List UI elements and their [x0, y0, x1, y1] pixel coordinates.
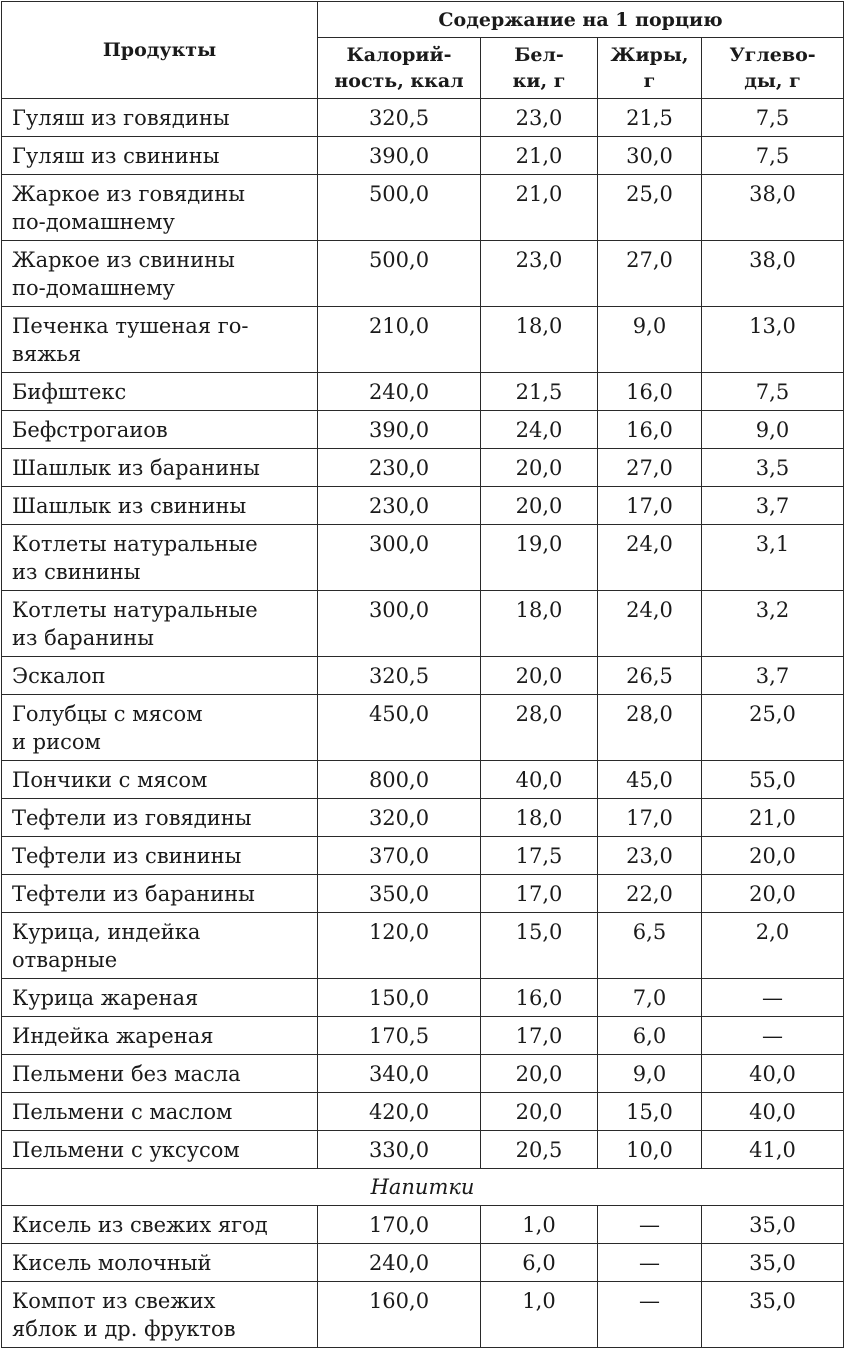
- calories-cell: 240,0: [318, 373, 481, 411]
- product-name-cell: [2, 1131, 318, 1169]
- table-row: [2, 1206, 844, 1244]
- product-name-line: Бифштекс: [12, 380, 127, 404]
- carbs-cell: 2,0: [702, 913, 844, 979]
- table-header: [2, 2, 844, 99]
- carbs-cell: 35,0: [702, 1244, 844, 1282]
- carbs-cell: 38,0: [702, 175, 844, 241]
- carbs-cell: —: [702, 979, 844, 1017]
- protein-cell: 17,0: [481, 875, 598, 913]
- calories-cell: 210,0: [318, 307, 481, 373]
- fat-cell: 30,0: [598, 137, 702, 175]
- product-name-line: по-домашнему: [12, 276, 175, 300]
- header-calories-line-1: Калорий-: [346, 44, 452, 66]
- product-name-cell: [2, 695, 318, 761]
- fat-cell: —: [598, 1244, 702, 1282]
- table-row: [2, 657, 844, 695]
- product-name-cell: [2, 137, 318, 175]
- table-row: [2, 695, 844, 761]
- protein-cell: 20,0: [481, 1055, 598, 1093]
- carbs-cell: —: [702, 1017, 844, 1055]
- protein-cell: 1,0: [481, 1282, 598, 1348]
- product-name-cell: [2, 1055, 318, 1093]
- table-row: [2, 449, 844, 487]
- protein-cell: 23,0: [481, 99, 598, 137]
- product-name-line: Тефтели из баранины: [12, 882, 255, 906]
- product-name-cell: [2, 449, 318, 487]
- table-row: [2, 761, 844, 799]
- protein-cell: 23,0: [481, 241, 598, 307]
- product-name-cell: [2, 1244, 318, 1282]
- product-name-cell: [2, 411, 318, 449]
- product-name-line: Пончики с мясом: [12, 768, 208, 792]
- carbs-cell: 7,5: [702, 373, 844, 411]
- carbs-cell: 35,0: [702, 1282, 844, 1348]
- calories-cell: 120,0: [318, 913, 481, 979]
- product-name-line: из баранины: [12, 626, 154, 650]
- product-name-line: Гуляш из говядины: [12, 106, 230, 130]
- product-name-cell: [2, 591, 318, 657]
- product-name-line: Кисель из свежих ягод: [12, 1213, 268, 1237]
- calories-cell: 150,0: [318, 979, 481, 1017]
- product-name-line: Эскалоп: [12, 664, 106, 688]
- table-row: [2, 979, 844, 1017]
- carbs-cell: 40,0: [702, 1055, 844, 1093]
- table-row: [2, 1282, 844, 1348]
- product-name-line: Тефтели из свинины: [12, 844, 242, 868]
- protein-cell: 18,0: [481, 591, 598, 657]
- table-row: [2, 591, 844, 657]
- product-name-line: Курица жареная: [12, 986, 199, 1010]
- fat-cell: 6,0: [598, 1017, 702, 1055]
- fat-cell: 22,0: [598, 875, 702, 913]
- product-name-cell: [2, 1093, 318, 1131]
- header-carbs-line-1: Углево-: [729, 44, 816, 66]
- carbs-cell: 20,0: [702, 875, 844, 913]
- product-name-cell: [2, 761, 318, 799]
- fat-cell: 16,0: [598, 373, 702, 411]
- product-name-cell: [2, 307, 318, 373]
- protein-cell: 24,0: [481, 411, 598, 449]
- protein-cell: 17,0: [481, 1017, 598, 1055]
- product-name-line: Шашлык из баранины: [12, 456, 260, 480]
- table-row: [2, 307, 844, 373]
- fat-cell: 27,0: [598, 241, 702, 307]
- carbs-cell: 35,0: [702, 1206, 844, 1244]
- header-carbs-line-2: ды, г: [744, 70, 801, 92]
- carbs-cell: 3,7: [702, 657, 844, 695]
- product-name-line: Печенка тушеная го-: [12, 314, 249, 338]
- calories-cell: 330,0: [318, 1131, 481, 1169]
- fat-cell: 24,0: [598, 591, 702, 657]
- product-name-line: Пельмени с уксусом: [12, 1138, 240, 1162]
- section-title: Напитки: [2, 1169, 844, 1206]
- fat-cell: 23,0: [598, 837, 702, 875]
- fat-cell: 10,0: [598, 1131, 702, 1169]
- table-row: [2, 411, 844, 449]
- table-row: [2, 373, 844, 411]
- header-protein: [481, 38, 598, 99]
- product-name-line: Кисель молочный: [12, 1251, 212, 1275]
- header-protein-line-2: ки, г: [512, 70, 566, 92]
- calories-cell: 170,0: [318, 1206, 481, 1244]
- table-row: [2, 1093, 844, 1131]
- product-name-line: Жаркое из свинины: [12, 248, 235, 272]
- protein-cell: 28,0: [481, 695, 598, 761]
- nutrition-table: [1, 1, 844, 1348]
- protein-cell: 20,0: [481, 487, 598, 525]
- product-name-cell: [2, 175, 318, 241]
- calories-cell: 240,0: [318, 1244, 481, 1282]
- table-row: [2, 1244, 844, 1282]
- carbs-cell: 9,0: [702, 411, 844, 449]
- protein-cell: 20,0: [481, 1093, 598, 1131]
- calories-cell: 320,5: [318, 657, 481, 695]
- product-name-cell: [2, 1017, 318, 1055]
- fat-cell: 16,0: [598, 411, 702, 449]
- calories-cell: 340,0: [318, 1055, 481, 1093]
- header-fat-line-1: Жиры,: [610, 44, 689, 66]
- header-products: Продукты: [2, 2, 318, 99]
- product-name-line: по-домашнему: [12, 210, 175, 234]
- table-body: [2, 99, 844, 1348]
- carbs-cell: 13,0: [702, 307, 844, 373]
- product-name-cell: [2, 979, 318, 1017]
- fat-cell: —: [598, 1282, 702, 1348]
- product-name-line: Котлеты натуральные: [12, 532, 258, 556]
- fat-cell: 28,0: [598, 695, 702, 761]
- carbs-cell: 7,5: [702, 99, 844, 137]
- table-row: [2, 1017, 844, 1055]
- fat-cell: 24,0: [598, 525, 702, 591]
- fat-cell: 9,0: [598, 1055, 702, 1093]
- protein-cell: 19,0: [481, 525, 598, 591]
- section-row: [2, 1169, 844, 1206]
- product-name-cell: [2, 657, 318, 695]
- product-name-line: Индейка жареная: [12, 1024, 214, 1048]
- product-name-line: и рисом: [12, 730, 101, 754]
- header-protein-line-1: Бел-: [514, 44, 564, 66]
- fat-cell: 6,5: [598, 913, 702, 979]
- table-row: [2, 99, 844, 137]
- calories-cell: 230,0: [318, 449, 481, 487]
- fat-cell: 7,0: [598, 979, 702, 1017]
- product-name-line: Курица, индейка: [12, 920, 201, 944]
- product-name-line: Котлеты натуральные: [12, 598, 258, 622]
- fat-cell: 15,0: [598, 1093, 702, 1131]
- table-row: [2, 837, 844, 875]
- fat-cell: 9,0: [598, 307, 702, 373]
- carbs-cell: 41,0: [702, 1131, 844, 1169]
- calories-cell: 420,0: [318, 1093, 481, 1131]
- fat-cell: —: [598, 1206, 702, 1244]
- protein-cell: 15,0: [481, 913, 598, 979]
- product-name-cell: [2, 1206, 318, 1244]
- table-row: [2, 175, 844, 241]
- product-name-line: яблок и др. фруктов: [12, 1317, 236, 1341]
- product-name-line: Гуляш из свинины: [12, 144, 220, 168]
- calories-cell: 500,0: [318, 241, 481, 307]
- calories-cell: 300,0: [318, 525, 481, 591]
- protein-cell: 16,0: [481, 979, 598, 1017]
- protein-cell: 20,5: [481, 1131, 598, 1169]
- product-name-line: из свинины: [12, 560, 141, 584]
- product-name-line: вяжья: [12, 342, 82, 366]
- carbs-cell: 40,0: [702, 1093, 844, 1131]
- product-name-line: Тефтели из говядины: [12, 806, 252, 830]
- calories-cell: 500,0: [318, 175, 481, 241]
- header-carbs: [702, 38, 844, 99]
- product-name-cell: [2, 99, 318, 137]
- carbs-cell: 3,2: [702, 591, 844, 657]
- fat-cell: 17,0: [598, 487, 702, 525]
- product-name-line: Пельмени без масла: [12, 1062, 241, 1086]
- protein-cell: 21,0: [481, 137, 598, 175]
- product-name-cell: [2, 913, 318, 979]
- product-name-line: Шашлык из свинины: [12, 494, 247, 518]
- fat-cell: 21,5: [598, 99, 702, 137]
- carbs-cell: 38,0: [702, 241, 844, 307]
- carbs-cell: 3,5: [702, 449, 844, 487]
- protein-cell: 18,0: [481, 799, 598, 837]
- product-name-cell: [2, 487, 318, 525]
- fat-cell: 17,0: [598, 799, 702, 837]
- calories-cell: 800,0: [318, 761, 481, 799]
- carbs-cell: 21,0: [702, 799, 844, 837]
- calories-cell: 450,0: [318, 695, 481, 761]
- protein-cell: 20,0: [481, 449, 598, 487]
- calories-cell: 390,0: [318, 411, 481, 449]
- product-name-cell: [2, 875, 318, 913]
- fat-cell: 25,0: [598, 175, 702, 241]
- header-calories-line-2: ность, ккал: [334, 70, 464, 92]
- calories-cell: 390,0: [318, 137, 481, 175]
- protein-cell: 21,5: [481, 373, 598, 411]
- carbs-cell: 55,0: [702, 761, 844, 799]
- product-name-line: Жаркое из говядины: [12, 182, 245, 206]
- table-row: [2, 913, 844, 979]
- product-name-cell: [2, 525, 318, 591]
- header-fat-line-2: г: [643, 70, 656, 92]
- carbs-cell: 20,0: [702, 837, 844, 875]
- table-row: [2, 487, 844, 525]
- calories-cell: 350,0: [318, 875, 481, 913]
- product-name-line: Бефстрогаиов: [12, 418, 168, 442]
- fat-cell: 45,0: [598, 761, 702, 799]
- product-name-cell: [2, 241, 318, 307]
- table-row: [2, 241, 844, 307]
- header-group: Содержание на 1 порцию: [318, 2, 844, 38]
- product-name-line: Голубцы с мясом: [12, 702, 203, 726]
- calories-cell: 300,0: [318, 591, 481, 657]
- product-name-cell: [2, 1282, 318, 1348]
- table-row: [2, 137, 844, 175]
- calories-cell: 320,0: [318, 799, 481, 837]
- carbs-cell: 25,0: [702, 695, 844, 761]
- calories-cell: 230,0: [318, 487, 481, 525]
- table-row: [2, 875, 844, 913]
- calories-cell: 320,5: [318, 99, 481, 137]
- product-name-cell: [2, 799, 318, 837]
- product-name-cell: [2, 837, 318, 875]
- product-name-line: отварные: [12, 948, 118, 972]
- table-row: [2, 1131, 844, 1169]
- protein-cell: 21,0: [481, 175, 598, 241]
- carbs-cell: 7,5: [702, 137, 844, 175]
- product-name-line: Компот из свежих: [12, 1289, 216, 1313]
- calories-cell: 370,0: [318, 837, 481, 875]
- header-calories: [318, 38, 481, 99]
- table-row: [2, 799, 844, 837]
- product-name-cell: [2, 373, 318, 411]
- product-name-line: Пельмени с маслом: [12, 1100, 233, 1124]
- protein-cell: 20,0: [481, 657, 598, 695]
- fat-cell: 27,0: [598, 449, 702, 487]
- protein-cell: 18,0: [481, 307, 598, 373]
- protein-cell: 6,0: [481, 1244, 598, 1282]
- protein-cell: 17,5: [481, 837, 598, 875]
- carbs-cell: 3,7: [702, 487, 844, 525]
- calories-cell: 160,0: [318, 1282, 481, 1348]
- table-row: [2, 1055, 844, 1093]
- carbs-cell: 3,1: [702, 525, 844, 591]
- protein-cell: 40,0: [481, 761, 598, 799]
- fat-cell: 26,5: [598, 657, 702, 695]
- calories-cell: 170,5: [318, 1017, 481, 1055]
- table-row: [2, 525, 844, 591]
- protein-cell: 1,0: [481, 1206, 598, 1244]
- header-fat: [598, 38, 702, 99]
